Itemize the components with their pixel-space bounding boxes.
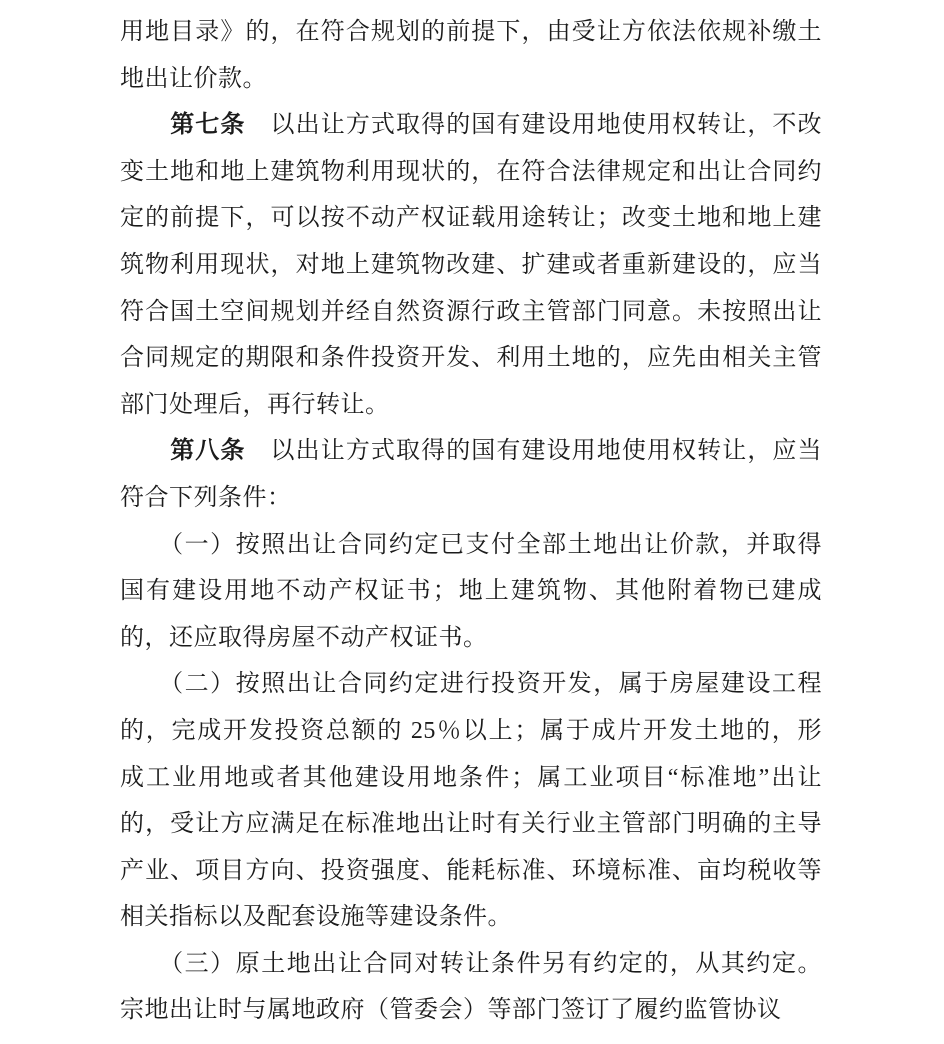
text-line bbox=[120, 475, 822, 522]
text-line bbox=[120, 56, 822, 103]
text-line bbox=[120, 568, 822, 615]
text-segment: （一）按照出让合同约定已支付全部土地出让价款，并取得 bbox=[120, 531, 822, 558]
text-segment: 符合国土空间规划并经自然资源行政主管部门同意。未按照出让 bbox=[120, 298, 822, 325]
text-segment: 定的前提下，可以按不动产权证载用途转让；改变土地和地上建 bbox=[120, 205, 822, 232]
text-segment: 宗地出让时与属地政府（管委会）等部门签订了履约监管协议 bbox=[120, 997, 782, 1024]
text-line bbox=[120, 894, 822, 941]
article-number: 第七条 bbox=[170, 111, 246, 139]
text-segment: 国有建设用地不动产权证书；地上建筑物、其他附着物已建成 bbox=[120, 578, 822, 605]
text-line bbox=[120, 9, 822, 56]
text-line bbox=[120, 522, 822, 569]
text-segment: 变土地和地上建筑物利用现状的，在符合法律规定和出让合同约 bbox=[120, 158, 822, 185]
text-segment: 产业、项目方向、投资强度、能耗标准、环境标准、亩均税收等 bbox=[120, 857, 822, 884]
text-line bbox=[120, 289, 822, 336]
text-segment: 相关指标以及配套设施等建设条件。 bbox=[120, 904, 512, 931]
text-line bbox=[120, 615, 822, 662]
text-segment: 以出让方式取得的国有建设用地使用权转让，应当 bbox=[245, 438, 822, 465]
text-line bbox=[120, 428, 822, 475]
text-segment bbox=[120, 438, 170, 464]
text-line bbox=[120, 102, 822, 149]
text-segment: 的，受让方应满足在标准地出让时有关行业主管部门明确的主导 bbox=[120, 811, 822, 838]
text-line bbox=[120, 708, 822, 755]
text-segment: 部门处理后，再行转让。 bbox=[120, 391, 390, 418]
article-number: 第八条 bbox=[170, 437, 246, 465]
text-line bbox=[120, 755, 822, 802]
text-segment: 以出让方式取得的国有建设用地使用权转让，不改 bbox=[245, 112, 822, 139]
text-line bbox=[120, 941, 822, 988]
text-line bbox=[120, 848, 822, 895]
text-segment: 筑物利用现状，对地上建筑物改建、扩建或者重新建设的，应当 bbox=[120, 251, 822, 278]
text-segment: 成工业用地或者其他建设用地条件；属工业项目“标准地”出让 bbox=[120, 764, 822, 791]
text-segment: （三）原土地出让合同对转让条件另有约定的，从其约定。 bbox=[120, 950, 822, 977]
text-segment bbox=[120, 112, 170, 138]
text-line bbox=[120, 335, 822, 382]
text-line bbox=[120, 987, 822, 1034]
text-line bbox=[120, 149, 822, 196]
text-line bbox=[120, 242, 822, 289]
text-segment: 地出让价款。 bbox=[120, 65, 267, 92]
text-line bbox=[120, 801, 822, 848]
text-segment: 符合下列条件： bbox=[120, 484, 292, 511]
text-line bbox=[120, 382, 822, 429]
text-segment: 的，完成开发投资总额的 25％以上；属于成片开发土地的，形 bbox=[120, 717, 822, 744]
text-segment: 合同规定的期限和条件投资开发、利用土地的，应先由相关主管 bbox=[120, 345, 822, 372]
text-line bbox=[120, 195, 822, 242]
text-segment: 用地目录》的，在符合规划的前提下，由受让方依法依规补缴土 bbox=[120, 19, 822, 45]
text-segment: 的，还应取得房屋不动产权证书。 bbox=[120, 624, 488, 651]
text-line bbox=[120, 661, 822, 708]
text-segment: （二）按照出让合同约定进行投资开发，属于房屋建设工程 bbox=[120, 671, 822, 698]
